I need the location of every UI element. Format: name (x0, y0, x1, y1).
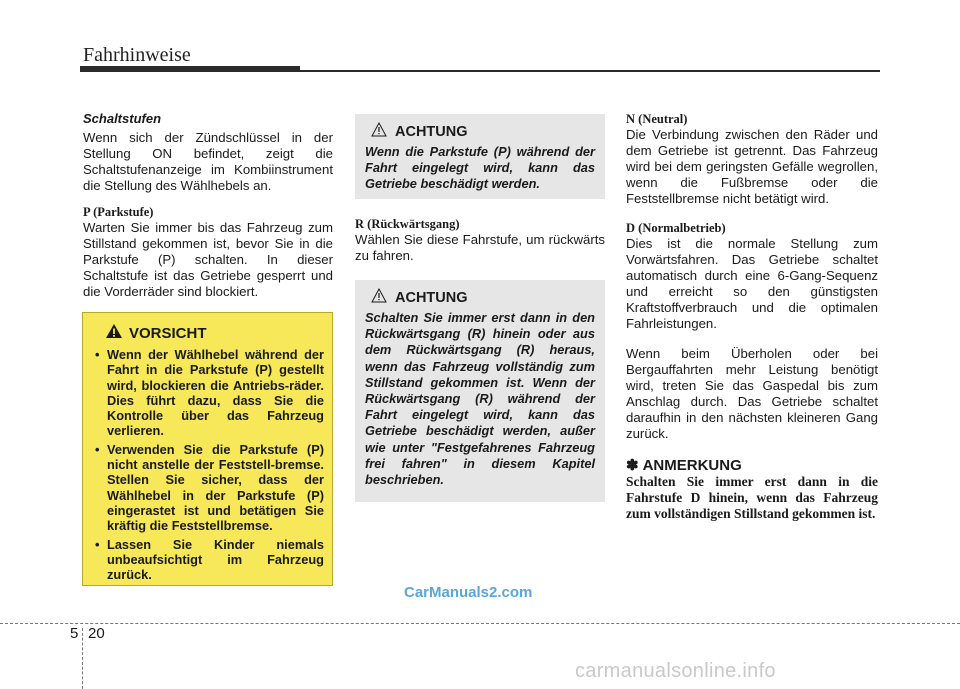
achtung-box-1 (355, 114, 605, 199)
footer-watermark: carmanualsonline.info (575, 660, 776, 682)
right-column (626, 111, 878, 522)
footer-divider (0, 623, 960, 624)
middle-column (355, 216, 605, 264)
section-number: 5 (70, 625, 79, 642)
note-asterisk-icon: ✽ (626, 457, 639, 474)
r-heading: R (Rückwärtsgang) (355, 217, 460, 231)
header-rule-thick (80, 66, 300, 72)
achtung-text-2: Schalten Sie immer erst dann in den Rückwärtsgang (R) hinein oder aus dem Rückwärtsgang (R) heraus, wenn das Fahrzeug vollständig zum Stillstand gekommen ist. Wenn der Rückwärtsgang (R) während der Fahrt eingelegt wird, kann das Getriebe beschädigt werden, außer wie unter "Festgefahrenes Fahrzeug frei fahren" in diesem Kapitel beschrieben. (365, 310, 595, 488)
achtung-header-1 (371, 122, 595, 141)
n-paragraph: Die Verbindung zwischen den Räder und dem Getriebe ist getrennt. Das Fahrzeug wird bei dem geringsten Gefälle wegrollen, wenn die Fußbremse oder die Feststellbremse nicht betätigt wird. (626, 127, 878, 206)
d-paragraph-2: Wenn beim Überholen oder bei Bergauffahrten mehr Leistung benötigt wird, treten Sie das Gaspedal bis zum Anschlag durch. Das Getriebe schaltet daraufhin in den nächsten kleineren Gang zurück. (626, 346, 878, 441)
achtung-title-2: ACHTUNG (395, 289, 468, 306)
section-subhead: Schaltstufen (83, 111, 162, 126)
note-text: Schalten Sie immer erst dann in die Fahrstufe D hinein, wenn das Fahrzeug zum vollständigen Stillstand gekommen ist. (626, 474, 878, 521)
achtung-box-2 (355, 280, 605, 502)
vorsicht-item: • Verwenden Sie die Parkstufe (P) nicht anstelle der Feststell-bremse. Stellen Sie sicher, dass der Wählhebel in der Parkstufe (P) eingerastet ist und betätigen Sie kräftig die Feststellbremse. (95, 441, 324, 534)
caution-triangle-icon (371, 122, 387, 141)
p-heading: P (Parkstufe) (83, 205, 154, 219)
achtung-title-1: ACHTUNG (395, 123, 468, 140)
note-title: ANMERKUNG (642, 457, 742, 474)
footer-vertical-divider (82, 628, 83, 689)
intro-paragraph: Wenn sich der Zündschlüssel in der Stellung ON befindet, zeigt die Schaltstufenanzeige im Kombiinstrument die Stellung des Wählhebels an. (83, 130, 333, 193)
d-heading: D (Normalbetrieb) (626, 221, 726, 235)
vorsicht-title: VORSICHT (129, 324, 207, 342)
caution-triangle-icon (371, 288, 387, 307)
page-number: 20 (88, 625, 105, 642)
r-paragraph: Wählen Sie diese Fahrstufe, um rückwärts zu fahren. (355, 232, 605, 263)
p-paragraph: Warten Sie immer bis das Fahrzeug zum Stillstand gekommen ist, bevor Sie in die Parkstufe (P) schalten. In dieser Schaltstufe ist das Getriebe gesperrt und die Vorderräder sind blockiert. (83, 220, 333, 299)
d-paragraph: Dies ist die normale Stellung zum Vorwärtsfahren. Das Getriebe schaltet automatisch durch eine 6-Gang-Sequenz und erreicht so den günstigsten Kraftstoffverbrauch und die optimalen Fahrleistungen. (626, 236, 878, 331)
vorsicht-header (105, 323, 324, 343)
left-column (83, 111, 333, 300)
watermark-link[interactable]: CarManuals2.com (404, 584, 533, 601)
warning-triangle-icon (105, 323, 123, 343)
vorsicht-box (82, 312, 333, 586)
vorsicht-item: • Wenn der Wählhebel während der Fahrt in die Parkstufe (P) gestellt wird, blockieren die Antriebs-räder. Dies führt dazu, dass Sie die Kontrolle über das Fahrzeug verlieren. (95, 347, 324, 439)
header-rule-thin (300, 70, 880, 72)
page-header-title: Fahrhinweise (83, 44, 191, 66)
achtung-text-1: Wenn die Parkstufe (P) während der Fahrt eingelegt wird, kann das Getriebe beschädigt werden. (365, 144, 595, 192)
n-heading: N (Neutral) (626, 112, 688, 126)
vorsicht-item: • Lassen Sie Kinder niemals unbeaufsichtigt im Fahrzeug zurück. (95, 536, 324, 583)
achtung-header-2 (371, 288, 595, 307)
vorsicht-list (91, 347, 324, 582)
note-header (626, 458, 878, 474)
